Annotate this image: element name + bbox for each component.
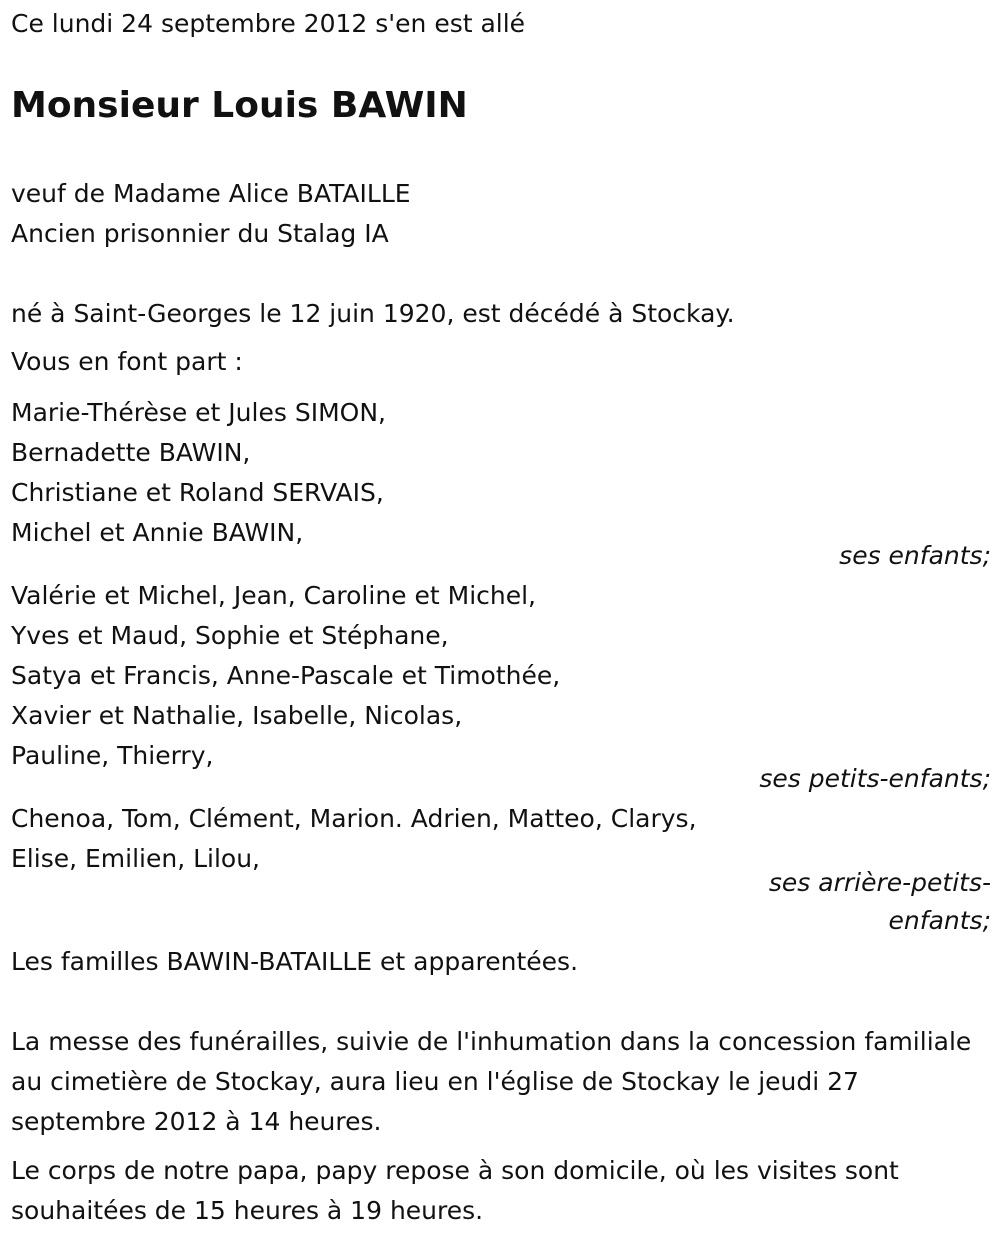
child-entry: Marie-Thérèse et Jules SIMON, — [11, 398, 386, 427]
great-grandchild-entry: Chenoa, Tom, Clément, Marion. Adrien, Matteo, Clarys, — [11, 804, 697, 833]
intro-text: Ce lundi 24 septembre 2012 s'en est allé — [11, 9, 526, 38]
deceased-name: Monsieur Louis BAWIN — [11, 85, 468, 126]
grandchildren-role: ses petits-enfants; — [759, 764, 991, 793]
grandchildren-list — [11, 576, 991, 776]
birth-death-text: né à Saint-Georges le 12 juin 1920, est décédé à Stockay. — [11, 299, 735, 328]
details-block — [11, 174, 991, 254]
funeral-text: La messe des funérailles, suivie de l'inhumation dans la concession familiale au cimetière de Stockay, aura lieu en l'église de Stockay le jeudi 27 septembre 2012 à 14 heures. — [11, 1027, 972, 1136]
visitation-text: Le corps de notre papa, papy repose à son domicile, où les visites sont souhaitées de 15 heures à 19 heures. — [11, 1156, 899, 1225]
child-entry: Michel et Annie BAWIN, — [11, 518, 304, 547]
children-role: ses enfants; — [839, 541, 991, 570]
grandchild-entry: Pauline, Thierry, — [11, 741, 214, 770]
child-entry: Bernadette BAWIN, — [11, 438, 251, 467]
widower-line: veuf de Madame Alice BATAILLE — [11, 179, 411, 208]
great-grandchild-entry: Elise, Emilien, Lilou, — [11, 844, 260, 873]
announce-text: Vous en font part : — [11, 347, 243, 376]
great-grandchildren-role: ses arrière-petits-enfants; — [768, 868, 991, 935]
grandchild-entry: Xavier et Nathalie, Isabelle, Nicolas, — [11, 701, 463, 730]
grandchild-entry: Valérie et Michel, Jean, Caroline et Michel, — [11, 581, 536, 610]
families-text: Les familles BAWIN-BATAILLE et apparentées. — [11, 947, 579, 976]
child-entry: Christiane et Roland SERVAIS, — [11, 478, 384, 507]
prisoner-line: Ancien prisonnier du Stalag IA — [11, 219, 389, 248]
children-list — [11, 393, 991, 553]
grandchild-entry: Yves et Maud, Sophie et Stéphane, — [11, 621, 449, 650]
grandchild-entry: Satya et Francis, Anne-Pascale et Timothée, — [11, 661, 561, 690]
